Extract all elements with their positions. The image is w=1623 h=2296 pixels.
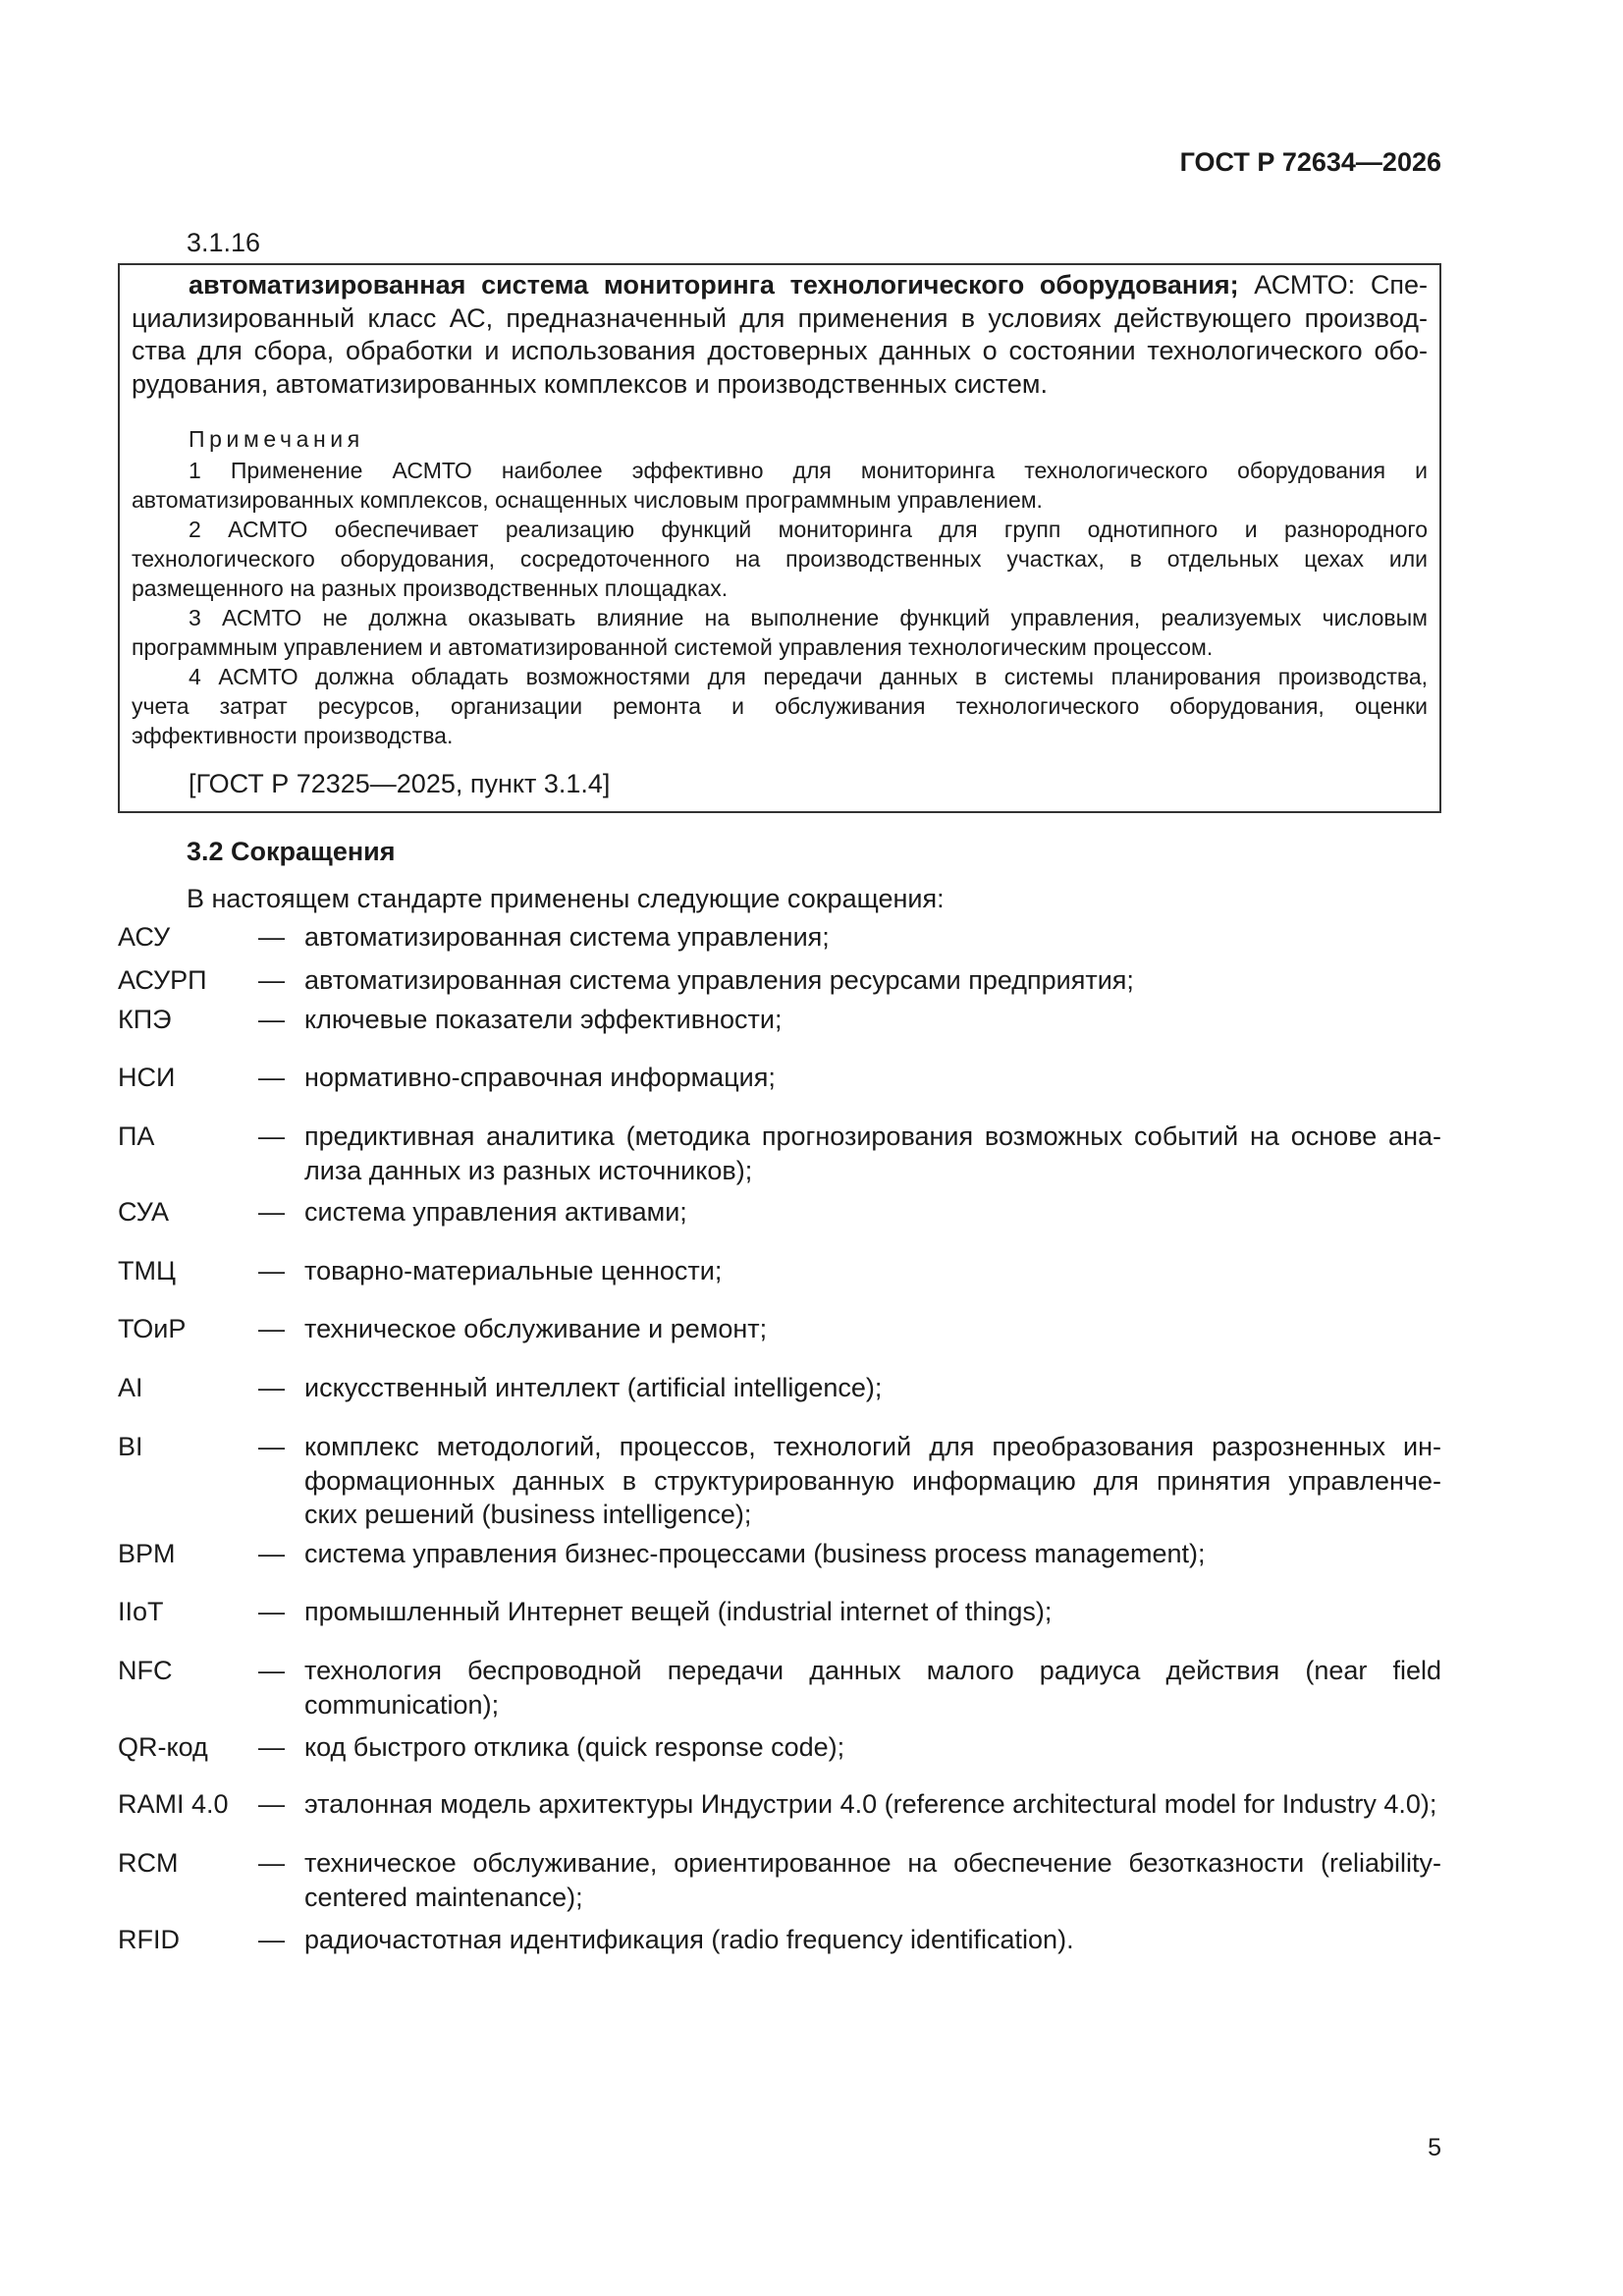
- abbreviation-definition-line: автоматизированная система управления;: [304, 922, 830, 952]
- abbreviation-definition-line: communication);: [304, 1689, 500, 1720]
- note-2-line-1: 2 АСМТО обеспечивает реализацию функций мониторинга для групп однотипного и разнородного: [189, 517, 1428, 542]
- abbreviation-definition: [304, 920, 1441, 955]
- abbreviation-dash: —: [258, 1925, 285, 1954]
- abbreviation-term: NFC: [118, 1656, 173, 1685]
- abbreviation-dash: —: [258, 922, 285, 952]
- abbreviation-definition: [304, 1061, 1441, 1095]
- definition-line-2: циализированный класс АС, предназначенный для применения в условиях действующего производ-: [132, 302, 1428, 333]
- abbreviation-term: IIoT: [118, 1597, 164, 1626]
- term-definition-box: [118, 263, 1441, 813]
- abbreviation-dash: —: [258, 1256, 285, 1285]
- abbreviation-term: ПА: [118, 1121, 155, 1151]
- note-4-line-2: учета затрат ресурсов, организации ремонта и обслуживания технологического оборудования, оценки: [132, 693, 1428, 719]
- abbreviation-definition-line: код быстрого отклика (quick response code);: [304, 1732, 845, 1762]
- abbreviation-dash: —: [258, 1539, 285, 1568]
- abbreviation-definition: [304, 1595, 1441, 1629]
- abbreviation-term: QR-код: [118, 1732, 208, 1762]
- abbreviation-dash: —: [258, 1848, 285, 1878]
- abbreviation-definition: [304, 1730, 1441, 1765]
- abbreviation-term: RAMI 4.0: [118, 1789, 229, 1819]
- abbreviation-definition: [304, 1787, 1441, 1822]
- abbreviation-definition-line: ключевые показатели эффективности;: [304, 1005, 783, 1034]
- abbreviation-definition: [304, 1371, 1441, 1405]
- abbreviation-dash: —: [258, 1005, 285, 1034]
- section-heading: 3.2 Сокращения: [187, 837, 396, 866]
- definition-line-1: [132, 269, 1428, 302]
- source-reference: [ГОСТ Р 72325—2025, пункт 3.1.4]: [189, 769, 611, 798]
- abbreviation-definition-line: система управления бизнес-процессами (business process management);: [304, 1539, 1206, 1568]
- abbreviation-dash: —: [258, 1789, 285, 1819]
- note-2: [132, 515, 1428, 603]
- abbreviation-definition: [304, 1654, 1441, 1722]
- abbreviation-dash: —: [258, 1063, 285, 1092]
- abbreviation-definition-line: технология беспроводной передачи данных малого радиуса действия (near field: [304, 1656, 1441, 1685]
- abbreviation-dash: —: [258, 1656, 285, 1685]
- abbreviation-definition-line: лиза данных из разных источников);: [304, 1155, 753, 1185]
- abbreviation-dash: —: [258, 1373, 285, 1402]
- note-1-line-1: 1 Применение АСМТО наиболее эффективно для мониторинга технологического оборудования и: [189, 458, 1428, 483]
- document-code: ГОСТ Р 72634—2026: [1179, 147, 1441, 177]
- abbreviation-definition-line: автоматизированная система управления ресурсами предприятия;: [304, 965, 1134, 995]
- abbreviation-dash: —: [258, 1197, 285, 1227]
- abbreviation-definition-line: система управления активами;: [304, 1197, 687, 1227]
- abbreviation-definition: [304, 1430, 1441, 1532]
- abbreviation-definition-line: формационных данных в структурированную информацию для принятия управленче-: [304, 1465, 1441, 1496]
- abbreviation-definition-line: техническое обслуживание и ремонт;: [304, 1314, 768, 1343]
- abbreviation-term: ТОиР: [118, 1314, 187, 1343]
- note-3-line-2: программным управлением и автоматизированной системой управления технологическим процессом.: [132, 634, 1214, 660]
- abbreviation-definition-line: ских решений (business intelligence);: [304, 1500, 752, 1529]
- abbreviation-definition: [304, 1923, 1441, 1957]
- abbreviation-definition-line: искусственный интеллект (artificial intelligence);: [304, 1373, 883, 1402]
- term-number: 3.1.16: [187, 228, 261, 257]
- note-4: [132, 662, 1428, 750]
- abbreviation-dash: —: [258, 1121, 285, 1151]
- abbreviation-definition: [304, 1312, 1441, 1346]
- term-name: автоматизированная система мониторинга технологического оборудования;: [189, 270, 1239, 300]
- abbreviation-term: НСИ: [118, 1063, 176, 1092]
- abbreviation-definition-line: радиочастотная идентификация (radio frequency identification).: [304, 1925, 1074, 1954]
- note-3-line-1: 3 АСМТО не должна оказывать влияние на выполнение функций управления, реализуемых числовым: [189, 605, 1428, 630]
- abbreviation-dash: —: [258, 965, 285, 995]
- abbreviation-term: BPM: [118, 1539, 176, 1568]
- abbreviation-definition: [304, 1120, 1441, 1187]
- abbreviation-definition: [304, 1003, 1441, 1037]
- abbreviation-term: AI: [118, 1373, 143, 1402]
- definition-line-4: рудования, автоматизированных комплексов и производственных систем.: [132, 368, 1048, 399]
- abbreviation-definition-line: комплекс методологий, процессов, технологий для преобразования разрозненных ин-: [304, 1432, 1441, 1461]
- term-definition: [132, 269, 1428, 401]
- note-1-line-2: автоматизированных комплексов, оснащенных числовым программным управлением.: [132, 487, 1043, 513]
- note-4-line-1: 4 АСМТО должна обладать возможностями для передачи данных в системы планирования производства,: [189, 664, 1428, 689]
- abbreviation-definition-line: товарно-материальные ценности;: [304, 1256, 723, 1285]
- abbreviation-dash: —: [258, 1432, 285, 1461]
- abbreviation-term: RCM: [118, 1848, 179, 1878]
- term-abbreviation: АСМТО: Спе-: [1238, 270, 1428, 300]
- note-2-line-3: размещенного на разных производственных площадках.: [132, 575, 729, 601]
- definition-line-3: ства для сбора, обработки и использования достоверных данных о состоянии технологического обо-: [132, 336, 1428, 366]
- note-3: [132, 603, 1428, 662]
- note-4-line-3: эффективности производства.: [132, 723, 454, 748]
- abbreviation-definition-line: centered maintenance);: [304, 1882, 583, 1912]
- abbreviation-definition-line: техническое обслуживание, ориентированное на обеспечение безотказности (reliability-: [304, 1848, 1441, 1878]
- abbreviation-definition-line: нормативно-справочная информация;: [304, 1063, 776, 1092]
- note-2-line-2: технологического оборудования, сосредоточенного на производственных участках, в отдельных цехах или: [132, 546, 1428, 572]
- abbreviation-definition: [304, 963, 1441, 998]
- section-intro: В настоящем стандарте применены следующие сокращения:: [187, 884, 945, 913]
- abbreviation-term: АСУ: [118, 922, 171, 952]
- abbreviation-term: СУА: [118, 1197, 169, 1227]
- abbreviation-dash: —: [258, 1732, 285, 1762]
- abbreviation-dash: —: [258, 1597, 285, 1626]
- abbreviation-definition-line: эталонная модель архитектуры Индустрии 4.0 (reference architectural model for Industry 4.0);: [304, 1789, 1437, 1819]
- abbreviation-term: АСУРП: [118, 965, 207, 995]
- notes-title: Примечания: [189, 426, 364, 452]
- note-1: [132, 456, 1428, 515]
- page-number: 5: [1428, 2134, 1441, 2161]
- abbreviation-definition: [304, 1846, 1441, 1914]
- notes-block: [132, 424, 1428, 750]
- abbreviation-definition-line: промышленный Интернет вещей (industrial internet of things);: [304, 1597, 1053, 1626]
- abbreviation-term: ТМЦ: [118, 1256, 176, 1285]
- abbreviation-definition: [304, 1537, 1441, 1571]
- abbreviation-term: КПЭ: [118, 1005, 172, 1034]
- abbreviation-term: RFID: [118, 1925, 180, 1954]
- abbreviation-dash: —: [258, 1314, 285, 1343]
- abbreviation-definition: [304, 1254, 1441, 1288]
- abbreviation-term: BI: [118, 1432, 143, 1461]
- abbreviation-definition: [304, 1195, 1441, 1230]
- abbreviation-definition-line: предиктивная аналитика (методика прогнозирования возможных событий на основе ана-: [304, 1121, 1441, 1151]
